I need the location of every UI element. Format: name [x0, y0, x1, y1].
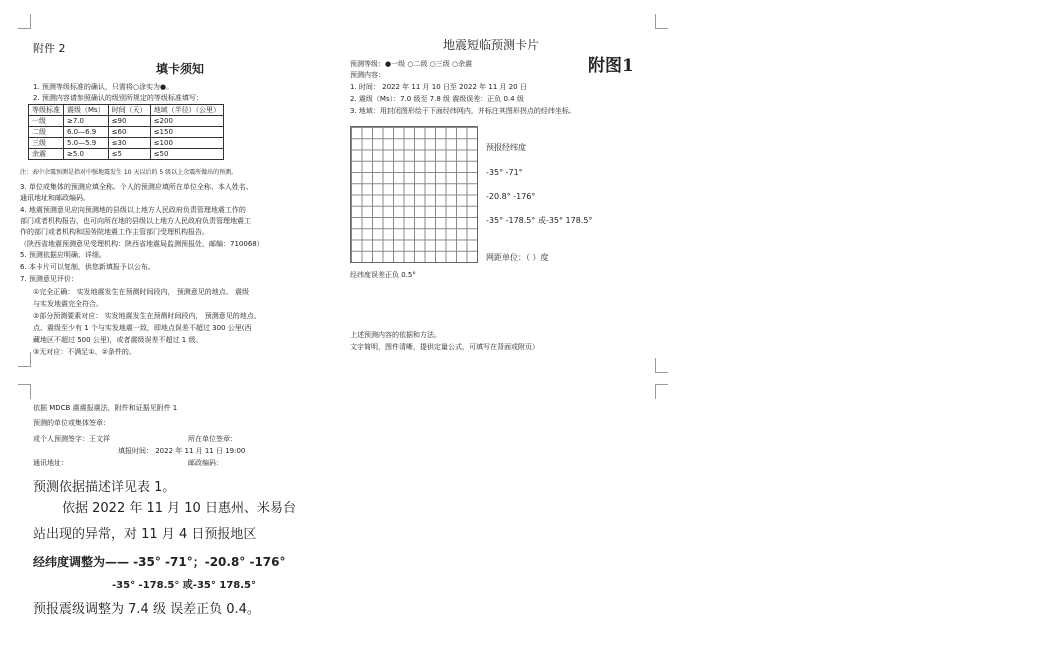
summary-line: 依据 2022 年 11 月 10 日惠州、米易台	[62, 501, 296, 516]
magnitude-line: 2. 震级（Ms）：7.0 级至 7.8 级 震级误差：正负 0.4 级	[350, 95, 524, 103]
signature-line: 或个人预测签字：王文祥	[33, 435, 110, 443]
table-cell: ≤150	[150, 127, 224, 138]
table-row	[29, 116, 224, 127]
signature-line: 通讯地址：	[33, 459, 68, 467]
table-note: 注：表中余震预测是指对中强地震发生 10 天以后的 5 级以上余震所做出的预测。	[20, 169, 238, 176]
table-row	[29, 138, 224, 149]
crop-mark	[18, 352, 31, 367]
table-header: 等级标准	[29, 105, 64, 116]
table-cell: ≥7.0	[64, 116, 109, 127]
table-row	[29, 127, 224, 138]
table-cell: 一级	[29, 116, 64, 127]
signature-line: 依据 MDCB 震震报震法，附件和证据见附件 1	[33, 404, 178, 412]
body-line: 作的部门或者机构和国务院地震工作主管部门受理机构报告。	[20, 228, 209, 236]
summary-line: 预报震级调整为 7.4 级 误差正负 0.4。	[33, 602, 260, 617]
table-header: 地域（半径）（公里）	[150, 105, 224, 116]
item-1: 1. 预测等级标准的确认，只需将○涂实为●。	[33, 83, 174, 91]
table-cell: 二级	[29, 127, 64, 138]
content-label: 预测内容：	[350, 71, 385, 79]
body-line: （陕西省地震预测意见受理机构：陕西省地震局监测预报处，邮编：710068）	[20, 240, 264, 248]
item-2: 2. 预测内容请参照确认的级别所规定的等级标准填写：	[33, 94, 203, 102]
table-cell: 余震	[29, 149, 64, 160]
signature-line: 所在单位签章：	[188, 435, 237, 443]
body-line: ②部分预测要素对应： 实发地震发生在预测时间段内， 预测意见的地点、	[33, 312, 261, 320]
table-cell: ≤30	[108, 138, 150, 149]
grade-table	[28, 104, 224, 160]
body-line: 通讯地址和邮政编码。	[20, 194, 90, 202]
body-line: 部门或者机构报告，也可向所在地的县级以上地方人民政府负责管理地震工	[20, 217, 251, 225]
signature-line: 邮政编码：	[188, 459, 223, 467]
signature-line: 预测的单位或集体签章：	[33, 419, 110, 427]
table-row	[29, 149, 224, 160]
tolerance-note: 经纬度误差正负 0.5°	[350, 271, 416, 279]
body-line: 与实发地震完全符合。	[33, 300, 103, 308]
crop-mark	[18, 384, 31, 399]
figure-label: 附图1	[588, 56, 634, 76]
body-line: ①完全正确： 实发地震发生在预测时间段内， 预测意见的地点、 震级	[33, 288, 249, 296]
lat-long-grid	[350, 126, 478, 263]
summary-line: 经纬度调整为—— -35° -71°；-20.8° -176°	[33, 555, 286, 569]
grid-unit: 网距单位：（ ）度	[486, 253, 549, 262]
basis-note: 文字简明，图件清晰，提供定量公式，可填写在背面或附页）	[350, 343, 539, 351]
table-cell: 6.0—6.9	[64, 127, 109, 138]
table-cell: ≤50	[150, 149, 224, 160]
table-header: 时间（天）	[108, 105, 150, 116]
table-cell: 5.0—5.9	[64, 138, 109, 149]
body-line: 藏地区不超过 500 公里)，或者震级误差不超过 1 级。	[33, 336, 203, 344]
table-cell: ≥5.0	[64, 149, 109, 160]
body-line: 点、震级至少有 1 个与实发地震一致，即地点误差不超过 300 公里(西	[33, 324, 252, 332]
summary-line: 预测依据描述详见表 1。	[33, 480, 176, 495]
body-line: 7. 预测意见评价：	[20, 275, 78, 283]
card-title: 地震短临预测卡片	[443, 38, 540, 52]
table-cell: ≤200	[150, 116, 224, 127]
crop-mark	[655, 14, 668, 29]
body-line: 6. 本卡片可以复制，供您新填报予以公布。	[20, 263, 155, 271]
level-line: 预测等级：●一级 ○二级 ○三级 ○余震	[350, 60, 473, 68]
coord-line: -35° -178.5° 或-35° 178.5°	[486, 216, 593, 225]
region-line: 3. 地域：用封闭图形绘于下面经纬网内，并标注其图形拐点的经纬坐标。	[350, 107, 576, 115]
time-line: 1. 时间： 2022 年 11 月 10 日至 2022 年 11 月 20 日	[350, 83, 527, 91]
table-cell: ≤90	[108, 116, 150, 127]
table-cell: 三级	[29, 138, 64, 149]
basis-line: 上述预测内容的依据和方法。	[350, 331, 441, 339]
table-header-row	[29, 105, 224, 116]
coord-line: -20.8° -176°	[486, 192, 536, 201]
table-cell: ≤5	[108, 149, 150, 160]
summary-line: 站出现的异常，对 11 月 4 日预报地区	[33, 527, 257, 542]
signature-line: 填报时间： 2022 年 11 月 11 日 19:00	[118, 447, 246, 455]
body-line: 4. 地震预测意见应向预测地的县级以上地方人民政府负责管理地震工作的	[20, 206, 246, 214]
body-line: 5. 预测依据应明确、详细。	[20, 251, 106, 259]
coords-title: 预报经纬度	[486, 143, 526, 152]
body-line: 3. 单位或集体的预测应填全称。个人的预测应填所在单位全称、本人姓名、	[20, 183, 253, 191]
table-cell: ≤100	[150, 138, 224, 149]
crop-mark	[18, 14, 31, 29]
coord-line: -35° -71°	[486, 168, 523, 177]
crop-mark	[655, 384, 668, 399]
body-line: ③无对应：不满足①、②条件的。	[33, 348, 136, 356]
crop-mark	[655, 358, 668, 373]
table-cell: ≤60	[108, 127, 150, 138]
table-header: 震级（Ms）	[64, 105, 109, 116]
summary-line: -35° -178.5° 或-35° 178.5°	[112, 580, 256, 591]
attachment-label: 附件 2	[33, 42, 66, 55]
notice-title: 填卡须知	[156, 62, 205, 76]
